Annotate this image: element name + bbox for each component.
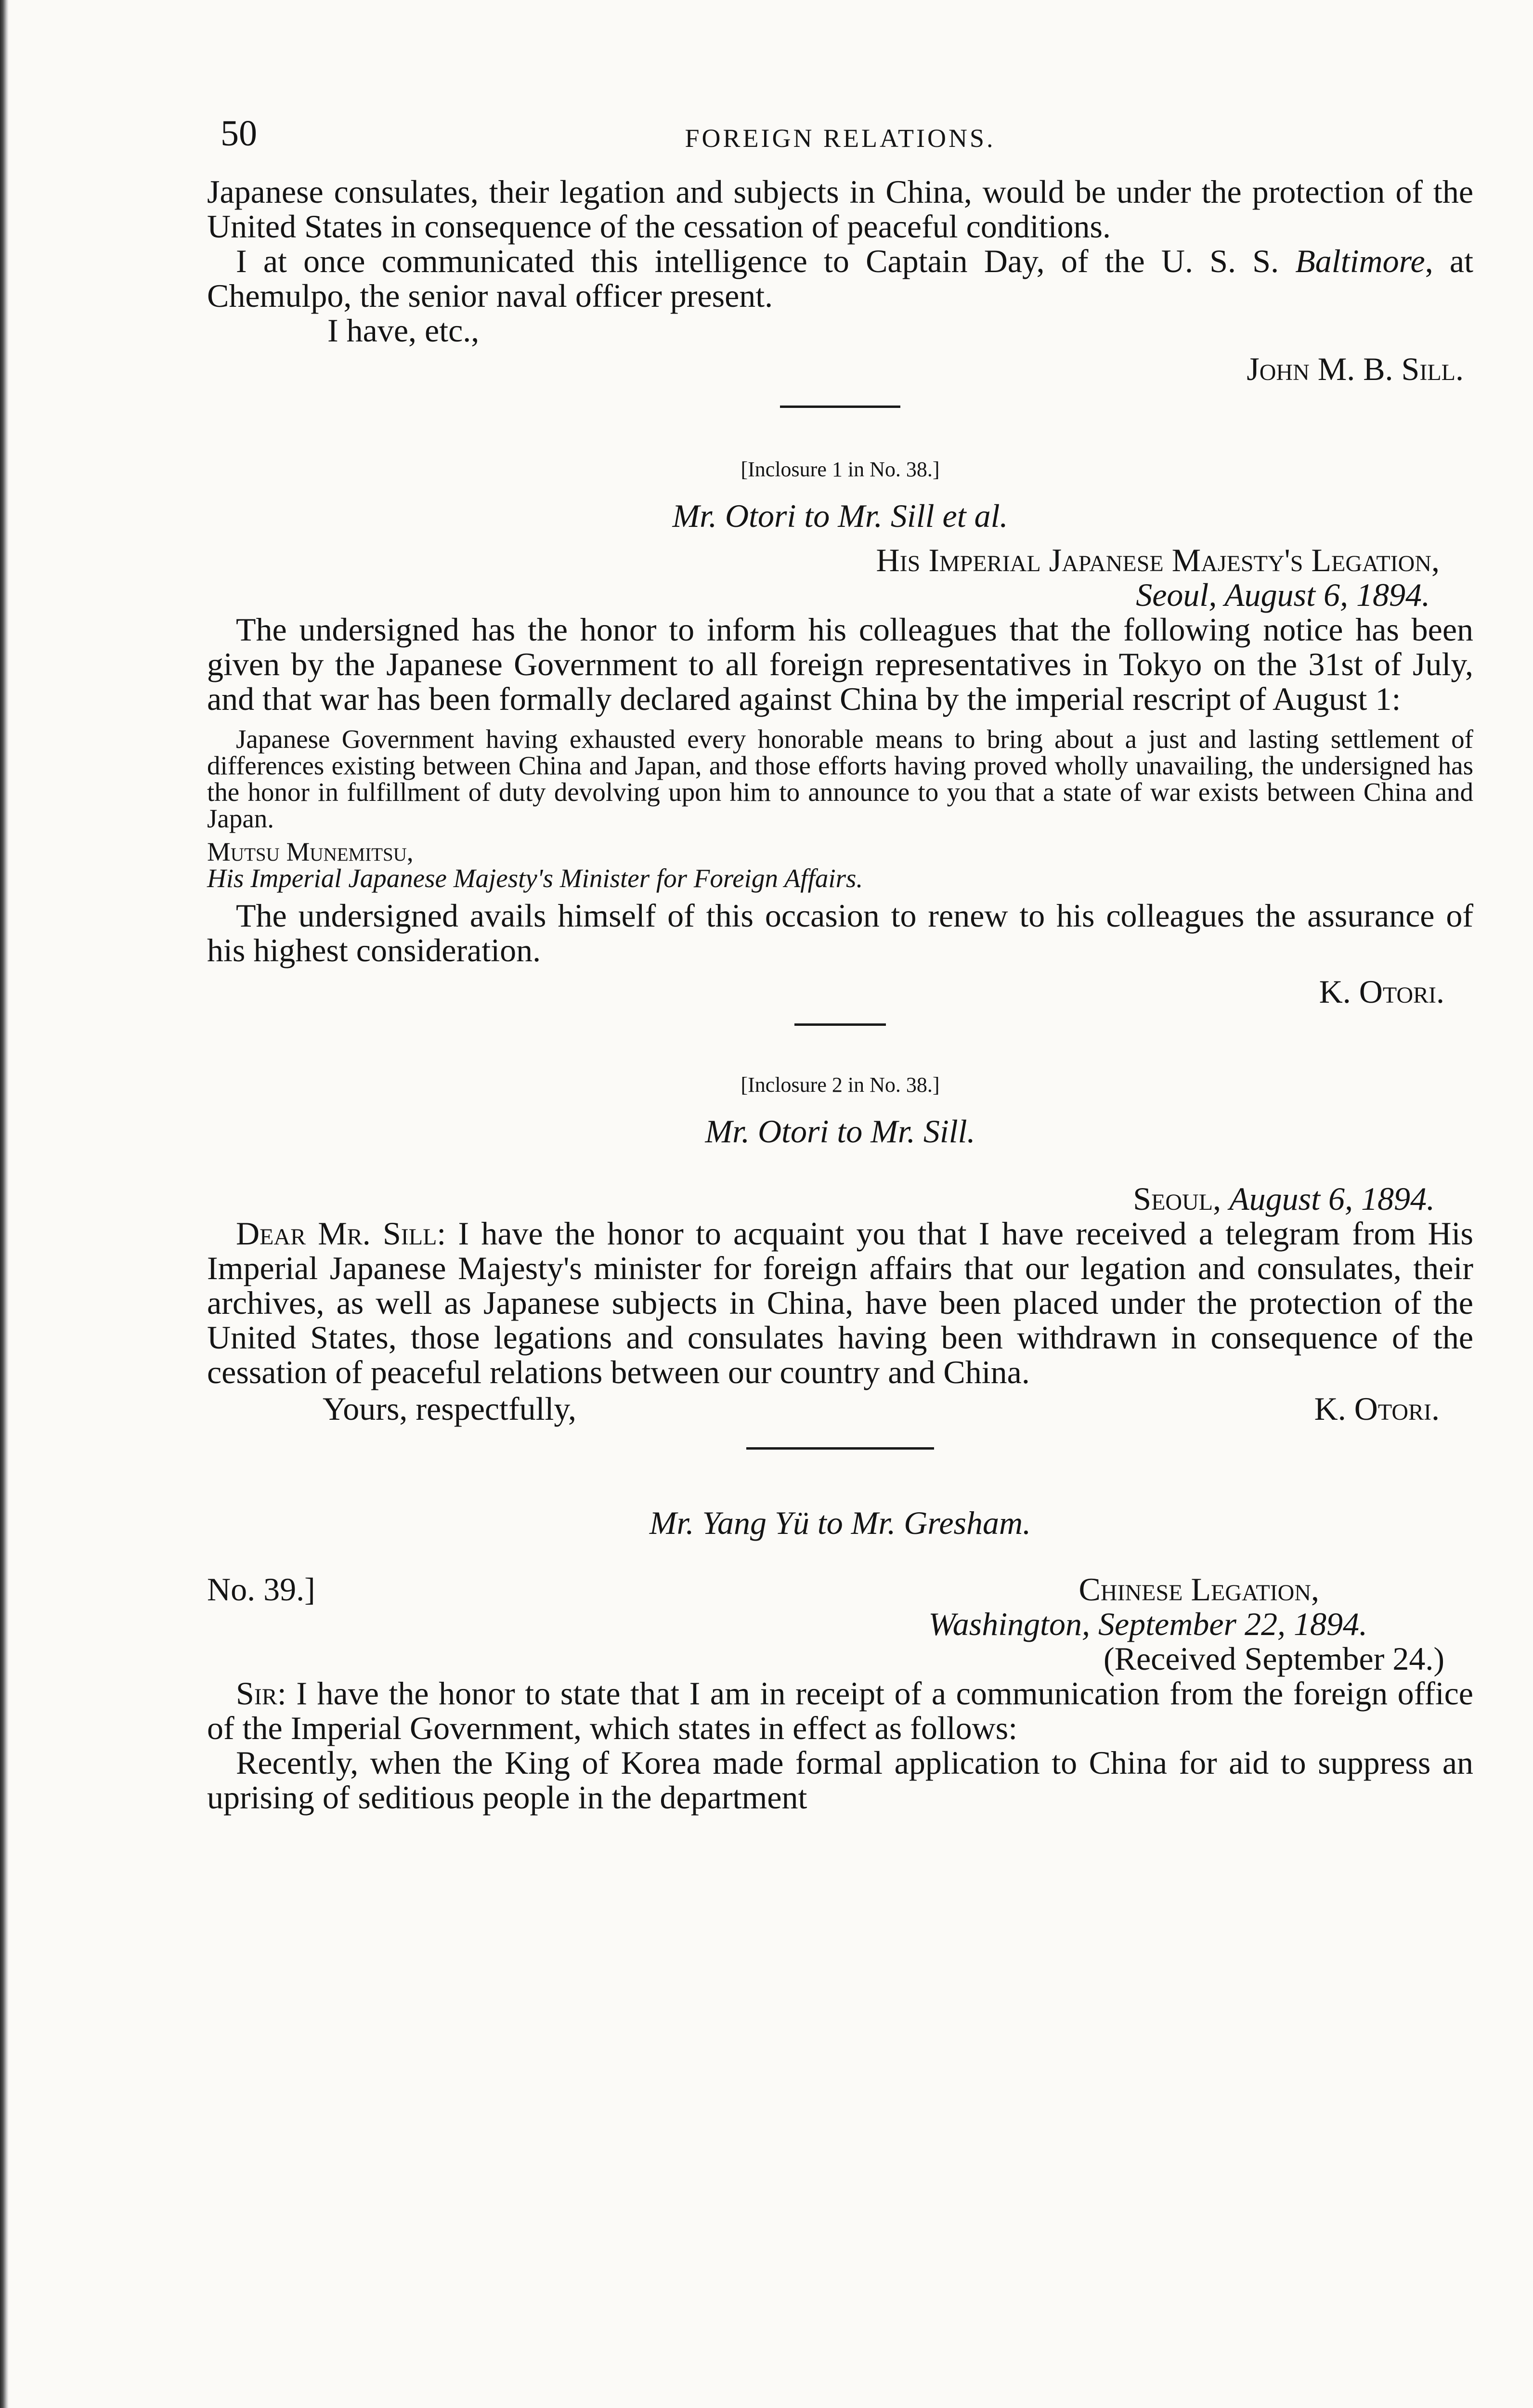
paragraph-text-start: I at once communicated this intelligence to Captain Day, of the U. S. S.: [236, 243, 1296, 279]
quoted-signer: Mutsu Munemitsu,: [207, 837, 414, 866]
section-divider: [780, 406, 900, 408]
paragraph-text-end: , at Chemulpo, the senior naval officer present.: [207, 243, 1473, 314]
date: August 6, 1894.: [1229, 1180, 1435, 1217]
letter-body: [207, 1676, 1473, 1745]
sender-line: His Imperial Japanese Majesty's Legation,: [876, 542, 1440, 578]
salutation: Dear Mr. Sill:: [236, 1215, 446, 1252]
sender-line: Chinese Legation,: [1078, 1571, 1319, 1608]
signature: John M. B. Sill.: [1247, 351, 1464, 387]
inclosure-2: [207, 1072, 1473, 1426]
closing-line: Yours, respectfully,: [323, 1390, 576, 1427]
closing-row: [207, 1391, 1473, 1426]
inclosure-label: [Inclosure 2 in No. 38.]: [741, 1073, 940, 1097]
letter-text: I have the honor to state that I am in receipt of a communication from the foreign office of the Imperial Government, which states in effect as follows:: [207, 1675, 1473, 1746]
inclosure-label: [Inclosure 1 in No. 38.]: [741, 458, 940, 481]
letter-text: I have the honor to acquaint you that I have received a telegram from His Imperial Japanese Majesty's minister for foreign affairs that our legation and consulates, their archives, as well as Japanese subjects in China, have been placed under the protection of the United States, those legations and consulates having been withdrawn in consequence of the cessation of peaceful relations between our country and China.: [207, 1215, 1473, 1390]
running-head: FOREIGN RELATIONS.: [685, 124, 996, 153]
salutation: Sir:: [236, 1675, 286, 1712]
letter-heading: Mr. Otori to Mr. Sill et al.: [672, 497, 1008, 534]
body-paragraph: The undersigned avails himself of this occasion to renew to his colleagues the assurance of his highest consideration.: [207, 897, 1473, 968]
quoted-notice: Japanese Government having exhausted every honorable means to bring about a just and lasting settlement of differences existing between China and Japan, and those efforts having proved wholly unavailing, the undersigned has the honor in fulfillment of duty devolving upon him to announce to you that a state of war exists between China and Japan.: [207, 724, 1473, 833]
page-number: 50: [221, 113, 257, 154]
body-paragraph: Recently, when the King of Korea made formal application to China for aid to suppress an uprising of seditious people in the department: [207, 1744, 1473, 1816]
place-date: [207, 1181, 1473, 1216]
signature: K. Otori.: [1319, 973, 1444, 1010]
section-divider: [794, 1023, 886, 1026]
ship-name: Baltimore: [1295, 243, 1425, 279]
communication-paragraph: [207, 244, 1473, 313]
place-date: Washington, September 22, 1894.: [928, 1606, 1367, 1642]
body-paragraph: The undersigned has the honor to inform his colleagues that the following notice has been given by the Japanese Government to all foreign representatives in Tokyo on the 31st of July, and that war has been formally declared against China by the imperial rescript of August 1:: [207, 611, 1473, 717]
section-divider: [746, 1447, 934, 1450]
document-page: [207, 112, 1473, 1815]
inclosure-1: [207, 456, 1473, 1009]
letter-heading: Mr. Otori to Mr. Sill.: [705, 1113, 975, 1150]
continuation-section: [207, 174, 1473, 386]
number-sender-row: [207, 1572, 1473, 1607]
signature: K. Otori.: [1314, 1390, 1440, 1427]
closing-line: I have, etc.,: [327, 312, 480, 349]
letter-number: No. 39.]: [207, 1571, 315, 1608]
letter-39: [207, 1503, 1473, 1815]
place: Seoul,: [1133, 1180, 1230, 1217]
continuation-paragraph: Japanese consulates, their legation and subjects in China, would be under the protection of the United States in consequence of the cessation of peaceful conditions.: [207, 173, 1473, 245]
place-date: Seoul, August 6, 1894.: [1136, 576, 1430, 613]
letter-body: [207, 1216, 1473, 1389]
scan-left-edge: [0, 0, 9, 2408]
letter-heading: Mr. Yang Yü to Mr. Gresham.: [649, 1505, 1031, 1541]
received-date: (Received September 24.): [1103, 1640, 1444, 1677]
page-header: [207, 112, 1473, 165]
quoted-signer-title: His Imperial Japanese Majesty's Minister for Foreign Affairs.: [207, 864, 863, 893]
